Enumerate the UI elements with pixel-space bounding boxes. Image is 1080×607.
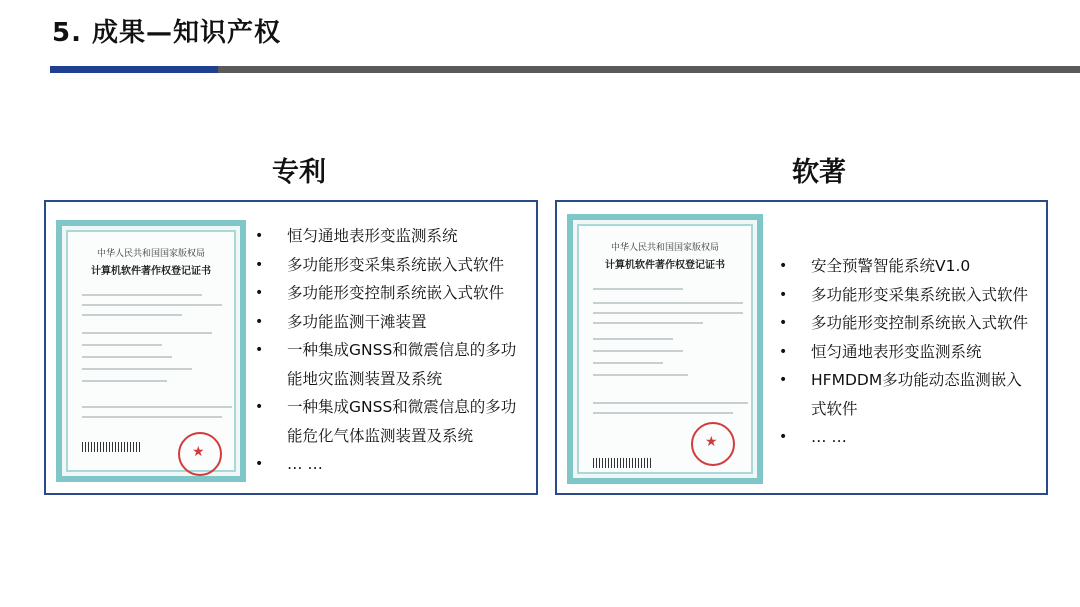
patent-certificate-image (56, 220, 246, 482)
barcode-icon (82, 442, 142, 452)
list-item: • 安全预警智能系统V1.0 (779, 252, 1028, 281)
software-certificate-image (567, 214, 763, 484)
list-item: • 恒匀通地表形变监测系统 (779, 338, 1028, 367)
list-item: • 多功能形变控制系统嵌入式软件 (779, 309, 1028, 338)
certificate-title: 计算机软件著作权登记证书 (91, 266, 211, 277)
software-heading: 软著 (792, 157, 846, 188)
page-title: 5. 成果—知识产权 (52, 18, 282, 48)
certificate-title: 计算机软件著作权登记证书 (605, 260, 725, 271)
barcode-icon (593, 458, 653, 468)
software-panel (555, 200, 1048, 495)
list-item: • 多功能监测干滩装置 (255, 308, 516, 337)
list-item: • 一种集成GNSS和微震信息的多功 (255, 336, 516, 365)
list-item: • 多功能形变采集系统嵌入式软件 (779, 281, 1028, 310)
patent-panel (44, 200, 538, 495)
list-item-continuation: 能危化气体监测装置及系统 (287, 426, 474, 445)
seal-star-icon: ★ (705, 434, 718, 450)
list-item: • 多功能形变采集系统嵌入式软件 (255, 251, 516, 280)
list-item: • 恒匀通地表形变监测系统 (255, 222, 516, 251)
list-item: • HFMDDM多功能动态监测嵌入 (779, 366, 1028, 395)
title-underline-accent (50, 66, 218, 73)
patent-heading: 专利 (272, 157, 326, 188)
list-item-continuation: 能地灾监测装置及系统 (287, 369, 443, 388)
software-list (779, 252, 1028, 452)
list-item: • … … (255, 450, 516, 479)
certificate-issuer: 中华人民共和国国家版权局 (96, 249, 205, 259)
list-item: • … … (779, 423, 1028, 452)
seal-star-icon: ★ (192, 444, 205, 460)
list-item-continuation: 式软件 (811, 399, 858, 418)
title-underline (218, 66, 1080, 73)
list-item: • 多功能形变控制系统嵌入式软件 (255, 279, 516, 308)
certificate-issuer: 中华人民共和国国家版权局 (610, 243, 719, 253)
list-item: • 一种集成GNSS和微震信息的多功 (255, 393, 516, 422)
patent-list (255, 222, 516, 479)
